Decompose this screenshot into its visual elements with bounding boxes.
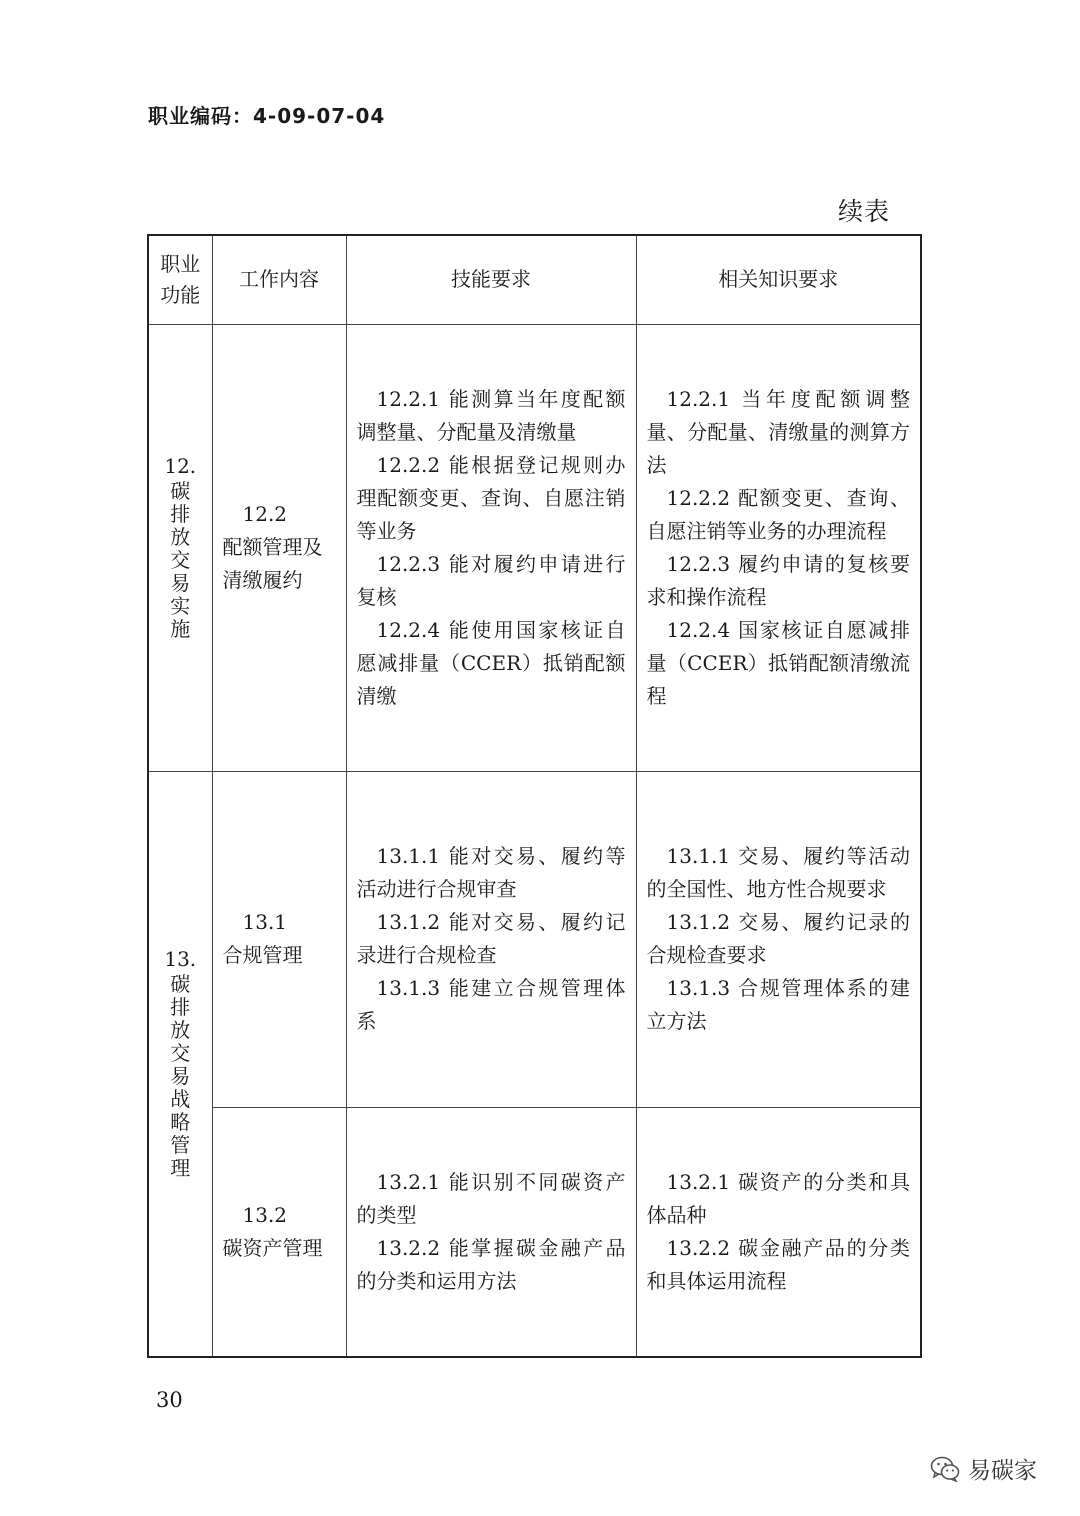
work-title: 碳资产管理 xyxy=(222,1235,323,1260)
col-header-skills: 技能要求 xyxy=(346,235,636,324)
table-row xyxy=(148,324,921,771)
function-name: 碳排放交易战略管理 xyxy=(170,971,191,1180)
work-number: 13.2 xyxy=(242,1202,288,1227)
skills-cell xyxy=(346,324,636,771)
continued-label: 续表 xyxy=(838,197,891,226)
knowledge-item: 13.1.2 交易、履约记录的合规检查要求 xyxy=(646,910,910,967)
work-title: 合规管理 xyxy=(222,943,303,967)
col-header-work: 工作内容 xyxy=(212,235,346,324)
knowledge-cell xyxy=(636,324,921,771)
knowledge-item: 13.1.1 交易、履约等活动的全国性、地方性合规要求 xyxy=(646,844,910,901)
col-header-function: 职业功能 xyxy=(148,235,212,324)
watermark-text: 易碳家 xyxy=(968,1458,1037,1484)
knowledge-cell xyxy=(636,1107,921,1357)
function-cell xyxy=(148,771,212,1357)
skills-cell xyxy=(346,771,636,1107)
requirements-table xyxy=(147,234,922,1358)
function-cell xyxy=(148,324,212,771)
function-number: 12. xyxy=(164,453,197,478)
skill-item: 12.2.2 能根据登记规则办理配额变更、查询、自愿注销等业务 xyxy=(356,452,626,543)
knowledge-item: 12.2.3 履约申请的复核要求和操作流程 xyxy=(646,551,910,609)
knowledge-item: 12.2.4 国家核证自愿减排量（CCER）抵销配额清缴流程 xyxy=(646,617,910,708)
table-row xyxy=(148,1107,921,1357)
work-number: 13.1 xyxy=(242,910,288,934)
col-header-knowledge: 相关知识要求 xyxy=(636,235,921,324)
page-number: 30 xyxy=(156,1388,183,1412)
skills-cell xyxy=(346,1107,636,1357)
skill-item: 13.2.2 能掌握碳金融产品的分类和运用方法 xyxy=(356,1235,626,1293)
work-number: 12.2 xyxy=(242,502,288,526)
table-row xyxy=(148,771,921,1107)
work-title: 配额管理及清缴履约 xyxy=(222,535,323,592)
skill-item: 12.2.4 能使用国家核证自愿减排量（CCER）抵销配额清缴 xyxy=(356,617,626,708)
skill-item: 13.1.3 能建立合规管理体系 xyxy=(356,976,626,1033)
function-number: 13. xyxy=(164,946,197,971)
knowledge-item: 13.2.2 碳金融产品的分类和具体运用流程 xyxy=(646,1235,910,1293)
knowledge-item: 13.1.3 合规管理体系的建立方法 xyxy=(646,976,910,1033)
skill-item: 12.2.1 能测算当年度配额调整量、分配量及清缴量 xyxy=(356,386,626,444)
knowledge-item: 12.2.2 配额变更、查询、自愿注销等业务的办理流程 xyxy=(646,485,910,543)
wechat-icon xyxy=(930,1456,960,1482)
skill-item: 12.2.3 能对履约申请进行复核 xyxy=(356,551,626,609)
skill-item: 13.1.2 能对交易、履约记录进行合规检查 xyxy=(356,910,626,967)
work-content-cell xyxy=(212,771,346,1107)
table-header-row xyxy=(148,235,921,324)
watermark xyxy=(930,1452,1037,1485)
knowledge-item: 12.2.1 当年度配额调整量、分配量、清缴量的测算方法 xyxy=(646,386,910,477)
knowledge-cell xyxy=(636,771,921,1107)
skill-item: 13.1.1 能对交易、履约等活动进行合规审查 xyxy=(356,844,626,901)
occupation-code: 职业编码：4-09-07-04 xyxy=(148,104,386,128)
work-content-cell xyxy=(212,1107,346,1357)
skill-item: 13.2.1 能识别不同碳资产的类型 xyxy=(356,1169,626,1227)
function-name: 碳排放交易实施 xyxy=(170,478,191,641)
work-content-cell xyxy=(212,324,346,771)
knowledge-item: 13.2.1 碳资产的分类和具体品种 xyxy=(646,1169,910,1227)
